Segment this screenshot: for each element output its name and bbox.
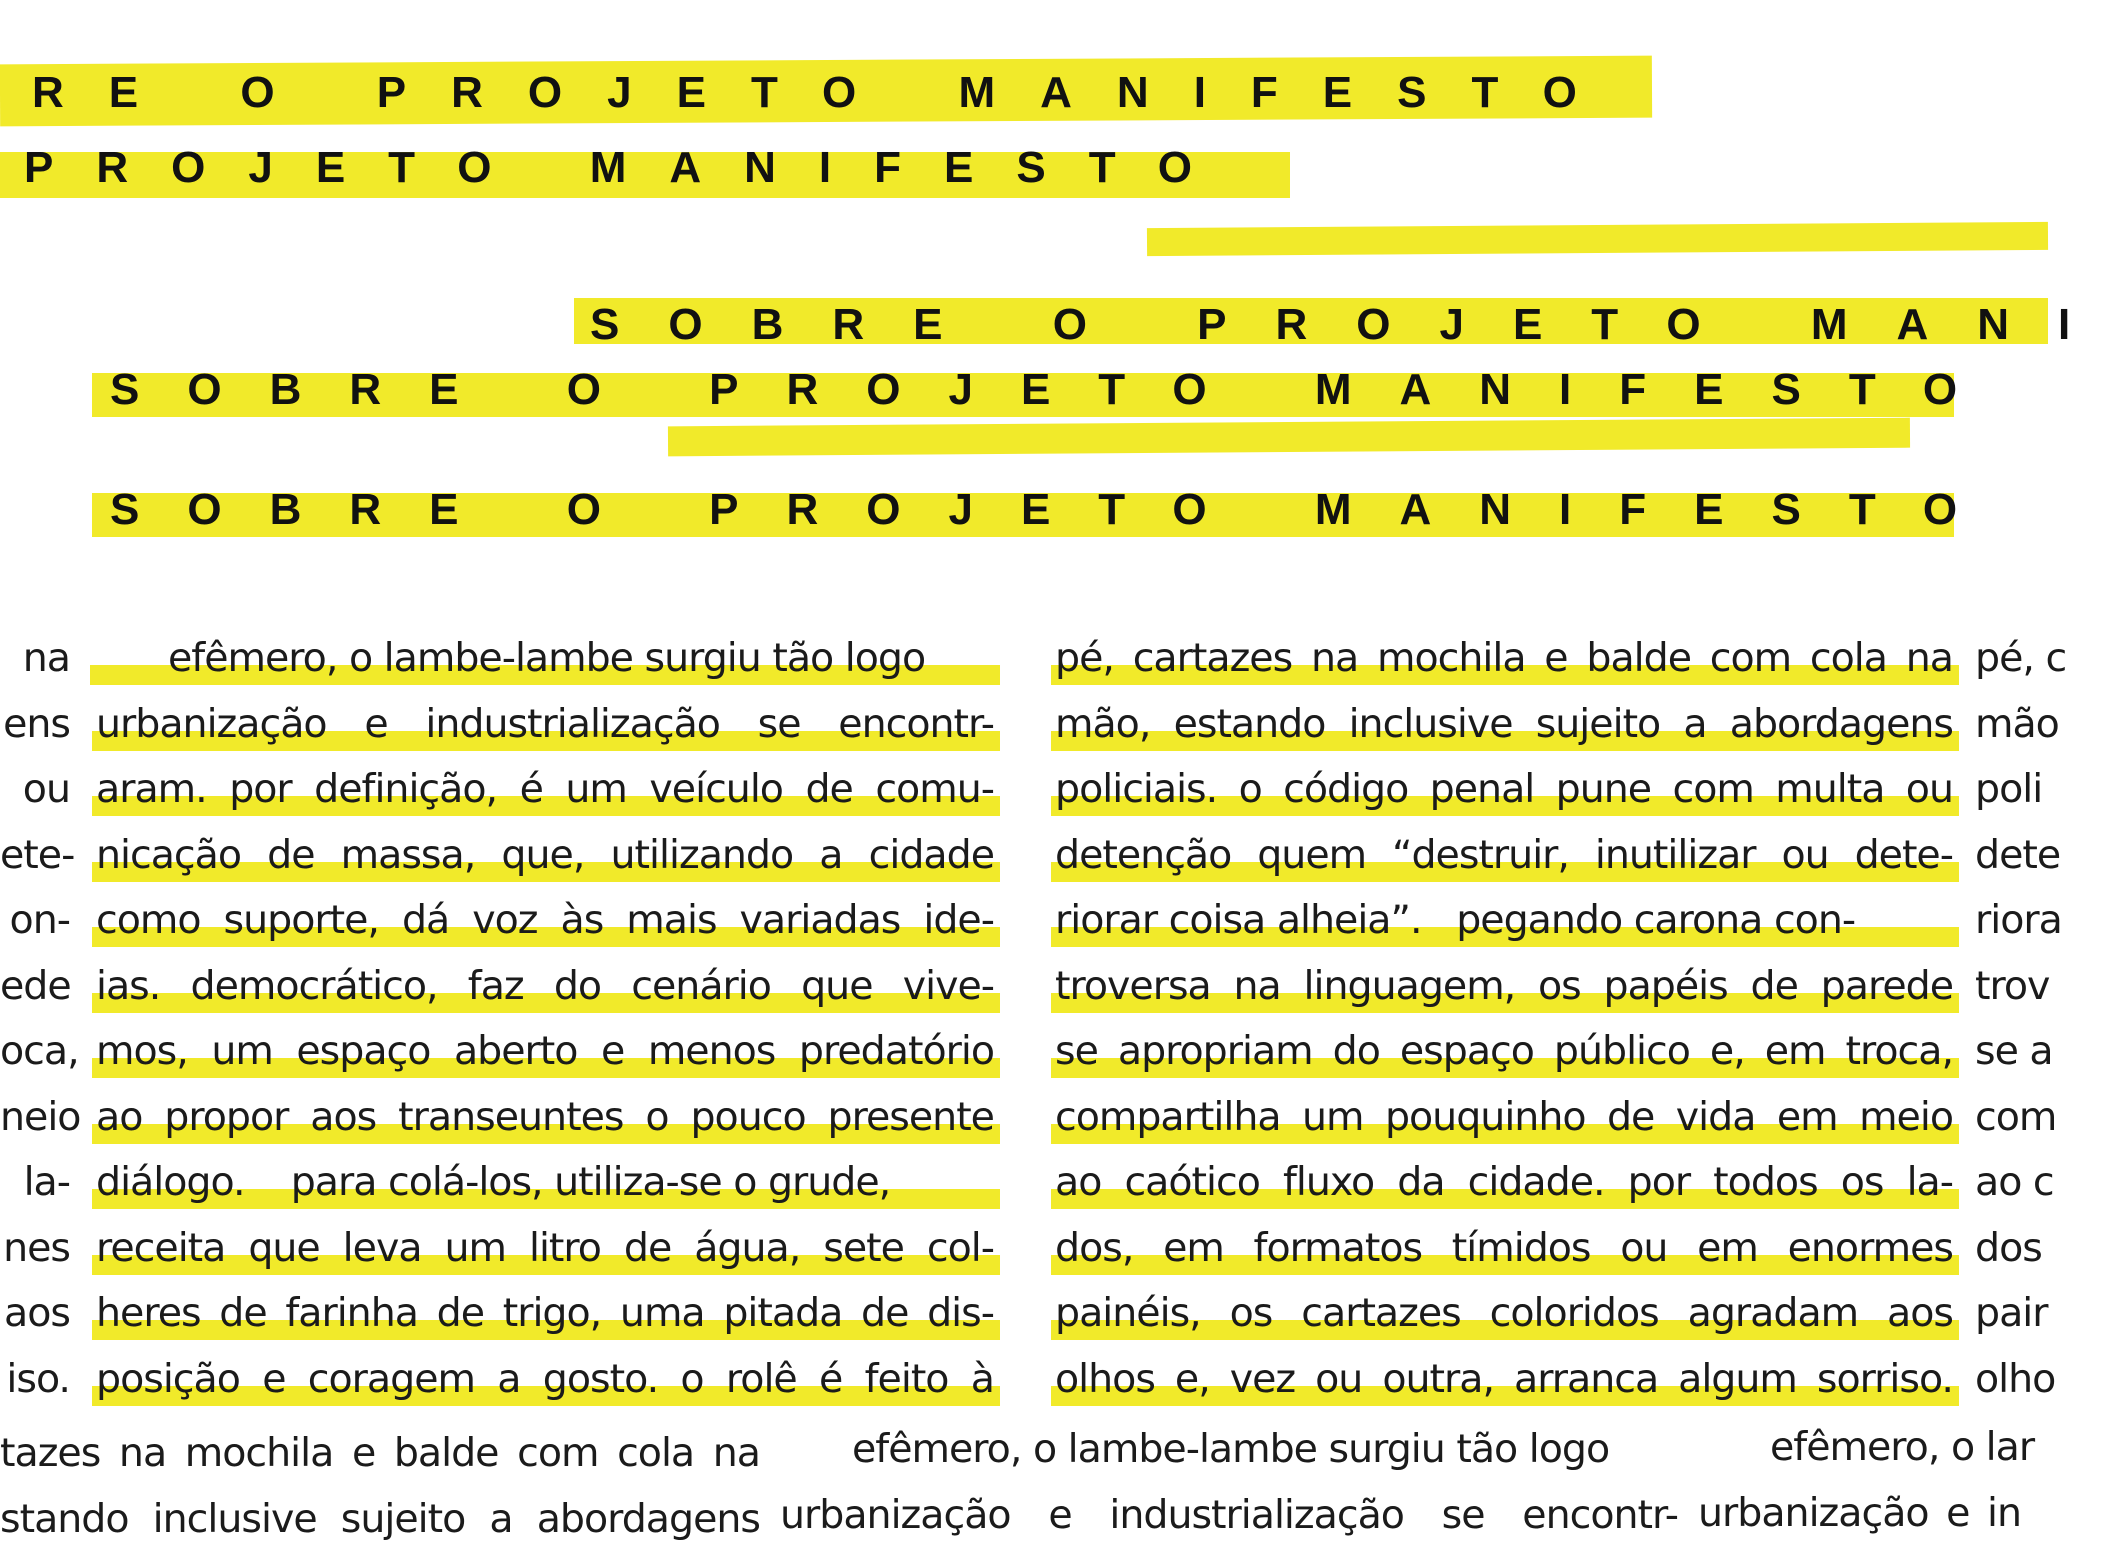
edge-line: com [1975,1094,2057,1140]
fragment-line: efêmero, o lar [1770,1424,2035,1470]
column-line: olhos e, vez ou outra, arranca algum sorriso. [1055,1346,1953,1412]
column-line: compartilha um pouquinho de vida em meio [1055,1084,1953,1150]
edge-line: ou [22,766,70,812]
edge-line: dete [1975,832,2061,878]
edge-line: trov [1975,963,2050,1009]
heading-fragment-row4: SOBRE O PROJETO MANIFESTO [110,365,2006,414]
edge-line: pair [1975,1290,2048,1336]
edge-line: on- [9,897,70,943]
heading-fragment-row5: SOBRE O PROJETO MANIFESTO [110,485,2006,534]
edge-line: ao c [1975,1159,2054,1205]
edge-line: iso. [6,1356,70,1402]
decorative-strip-2 [668,418,1910,457]
edge-line: ens [3,701,70,747]
column-line: diálogo. para colá-los, utiliza-se o grude, [96,1149,994,1215]
edge-line: olho [1975,1356,2056,1402]
column-line: painéis, os cartazes coloridos agradam aos [1055,1280,1953,1346]
left-edge-column [0,625,81,1425]
edge-line: ete- [0,832,75,878]
decorative-strip-1 [1147,222,2048,256]
column-line: detenção quem “destruir, inutilizar ou dete- [1055,822,1953,888]
column-line: riorar coisa alheia”. pegando carona con- [1055,887,1953,953]
column-line: como suporte, dá voz às mais variadas ide- [96,887,994,953]
edge-line: se a [1975,1028,2053,1074]
fragment-line: efêmero, o lambe-lambe surgiu tão logo [852,1426,1610,1472]
column-line: mão, estando inclusive sujeito a abordagens [1055,691,1953,757]
column-line: ias. democrático, faz do cenário que vive- [96,953,994,1019]
column-line: se apropriam do espaço público e, em troca, [1055,1018,1953,1084]
column-line: urbanização e industrialização se encontr- [96,691,994,757]
heading-fragment-row3: SOBRE O PROJETO MANI [590,300,2119,349]
column-line: troversa na linguagem, os papéis de parede [1055,953,1953,1019]
heading-fragment-row2: PROJETO MANIFESTO [24,143,1236,192]
edge-line: oca, [0,1028,79,1074]
edge-line: poli [1975,766,2043,812]
body-column-b [1055,625,1953,1425]
edge-line: riora [1975,897,2062,943]
column-line: policiais. o código penal pune com multa ou [1055,756,1953,822]
edge-line: ede [0,963,71,1009]
column-line: ao caótico fluxo da cidade. por todos os la- [1055,1149,1953,1215]
column-line: receita que leva um litro de água, sete col- [96,1215,994,1281]
body-column-a [96,625,994,1425]
edge-line: pé, c [1975,635,2067,681]
edge-line: mão [1975,701,2059,747]
bottom-right-fragment [1698,1414,2048,1536]
fragment-line: stando inclusive sujeito a abordagens [0,1496,760,1542]
column-line: nicação de massa, que, utilizando a cidade [96,822,994,888]
column-line: efêmero, o lambe-lambe surgiu tão logo [96,625,994,691]
heading-fragment-row1: RE O PROJETO MANIFESTO [32,68,1622,117]
edge-line: aos [4,1290,70,1336]
bottom-left-fragment [0,1420,760,1542]
edge-line: nes [3,1225,70,1271]
bottom-middle-fragment [780,1416,1678,1536]
edge-line: neio [0,1094,81,1140]
edge-line: dos [1975,1225,2042,1271]
fragment-line: tazes na mochila e balde com cola na [0,1430,760,1476]
column-line: posição e coragem a gosto. o rolê é feito à [96,1346,994,1412]
column-line: mos, um espaço aberto e menos predatório [96,1018,994,1084]
column-line: heres de farinha de trigo, uma pitada de dis- [96,1280,994,1346]
edge-line: la- [23,1159,70,1205]
right-edge-column [1975,625,2067,1425]
fragment-line: urbanização e industrialização se encontr- [780,1492,1678,1538]
edge-line: na [22,635,70,681]
column-line: ao propor aos transeuntes o pouco presente [96,1084,994,1150]
column-line: dos, em formatos tímidos ou em enormes [1055,1215,1953,1281]
fragment-line: urbanização e in [1698,1490,2022,1536]
column-line: aram. por definição, é um veículo de comu- [96,756,994,822]
column-line: pé, cartazes na mochila e balde com cola na [1055,625,1953,691]
